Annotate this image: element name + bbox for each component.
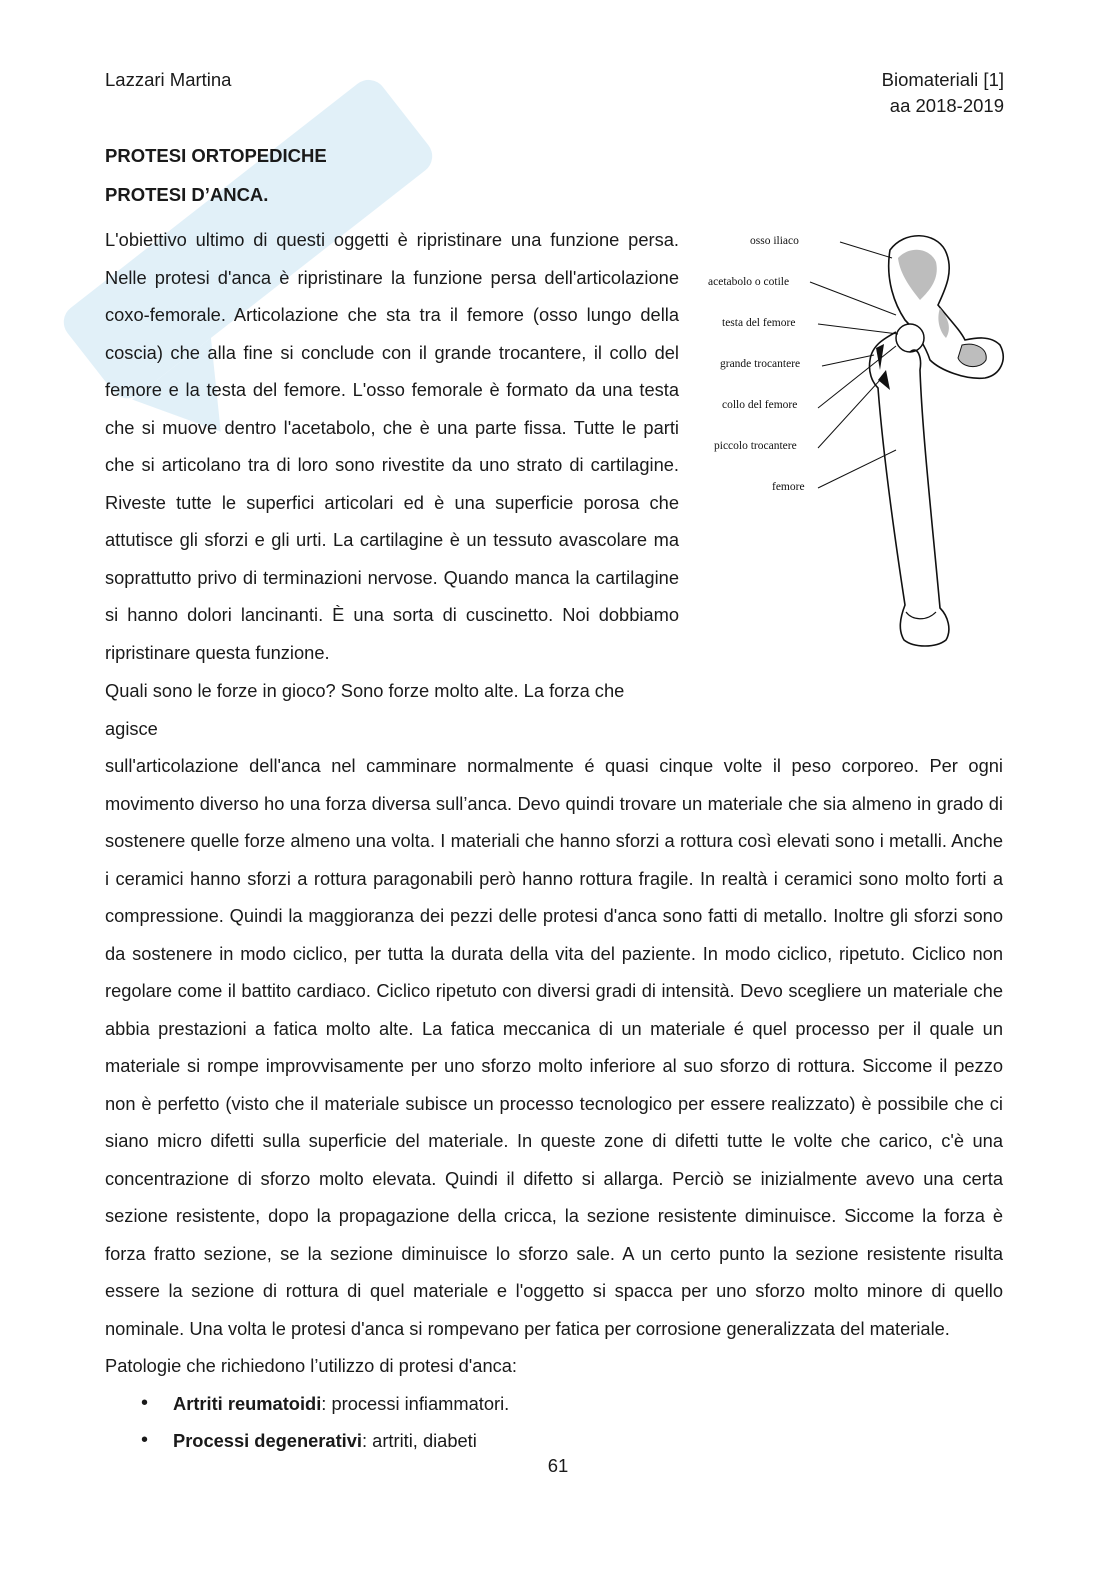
section-title: PROTESI ORTOPEDICHE — [105, 145, 327, 166]
pathology-term: Artriti reumatoidi — [173, 1392, 322, 1414]
list-item — [105, 1422, 1003, 1460]
hip-anatomy-diagram — [700, 220, 1030, 665]
list-item — [105, 1385, 1003, 1423]
label-piccolo-trocantere: piccolo trocantere — [714, 440, 797, 452]
forces-paragraph: sull'articolazione dell'anca nel camminare normalmente é quasi cinque volte il peso corporeo. Per ogni movimento diverso ho una forza diversa sull’anca. Devo quindi trovare un materiale che sia almeno in grado di sostenere quelle forze almeno una volta. I materiali che hanno sforzi a rottura così elevati sono i metalli. Anche i ceramici hanno sforzi a rottura paragonabili però hanno rottura fragile. In realtà i ceramici sono molto forti a compressione. Quindi la maggioranza dei pezzi delle protesi d'anca sono fatti di metallo. Inoltre gli sforzi sono da sostenere in modo ciclico, per tutta la durata della vita del paziente. In modo ciclico, ripetuto. Ciclico non regolare come il battito cardiaco. Ciclico ripetuto con diversi gradi di intensità. Devo scegliere un materiale che abbia prestazioni a fatica molto alte. La fatica meccanica di un materiale é quel processo per il quale un materiale si rompe improvvisamente per uno sforzo molto inferiore al suo sforzo di rottura. Siccome il pezzo non è perfetto (visto che il materiale subisce un processo tecnologico per essere realizzato) è possibile che ci siano micro difetti sulla superficie del materiale. In queste zone di difetti tutte le volte che carico, c'è una concentrazione di sforzo molto elevata. Quindi il difetto si allarga. Perciò se inizialmente avevo una certa sezione resistente, dopo la propagazione della cricca, la sezione resistente diminuisce. Siccome la forza è forza fratto sezione, se la sezione diminuisce lo sforzo sale. A un certo punto la sezione resistente risulta essere la sezione di rottura di quel materiale e l'oggetto si spacca per uno sforzo molto minore di quello nominale. Una volta le protesi d'anca si rompevano per fatica per corrosione generalizzata del materiale. — [105, 755, 1003, 1339]
pathologies-intro: Patologie che richiedono l’utilizzo di protesi d'anca: — [105, 1355, 518, 1376]
label-grande-trocantere: grande trocantere — [720, 358, 801, 370]
header-author: Lazzari Martina — [105, 69, 232, 90]
label-osso-iliaco: osso iliaco — [750, 235, 799, 247]
subsection-title: PROTESI D’ANCA. — [105, 184, 269, 205]
page-number: 61 — [547, 1455, 569, 1476]
hip-anatomy-figure — [700, 220, 1030, 665]
label-femore: femore — [772, 481, 805, 493]
pathology-term: Processi degenerativi — [173, 1430, 362, 1451]
header-course-info — [882, 67, 1004, 119]
header-course: Biomateriali [1] — [881, 69, 1004, 90]
pathology-desc: : artriti, diabeti — [362, 1430, 477, 1451]
intro-paragraph-block — [105, 221, 679, 671]
intro-paragraph: L'obiettivo ultimo di questi oggetti è ripristinare una funzione persa. Nelle protesi d'anca è ripristinare la funzione persa dell'articolazione coxo-femorale. Articolazione che sta tra il femore (osso lungo della coscia) che alla fine si conclude con il grande trocantere, il collo del femore e la testa del femore. L'osso femorale è formato da una testa che si muove dentro l'acetabolo, che è una parte fissa. Tutte le parti che si articolano tra di loro sono rivestite da uno strato di cartilagine. Riveste tutte le superfici articolari ed è una superficie porosa che attutisce gli sforzi e gli urti. La cartilagine è un tessuto avascolare ma soprattutto privo di terminazioni nervose. Quando manca la cartilagine si hanno dolori lancinanti. È una sorta di cuscinetto. Noi dobbiamo ripristinare questa funzione. — [105, 229, 679, 663]
header-year: aa 2018-2019 — [889, 95, 1004, 116]
pathologies-list — [105, 1385, 1003, 1460]
label-testa-femore: testa del femore — [722, 317, 796, 329]
pathology-desc: : processi infiammatori. — [321, 1392, 510, 1414]
forces-section — [105, 672, 1003, 1460]
label-acetabolo: acetabolo o cotile — [708, 276, 790, 288]
forces-lead: Quali sono le forze in gioco? Sono forze molto alte. La forza che agisce — [105, 680, 625, 739]
label-collo-femore: collo del femore — [722, 399, 798, 411]
